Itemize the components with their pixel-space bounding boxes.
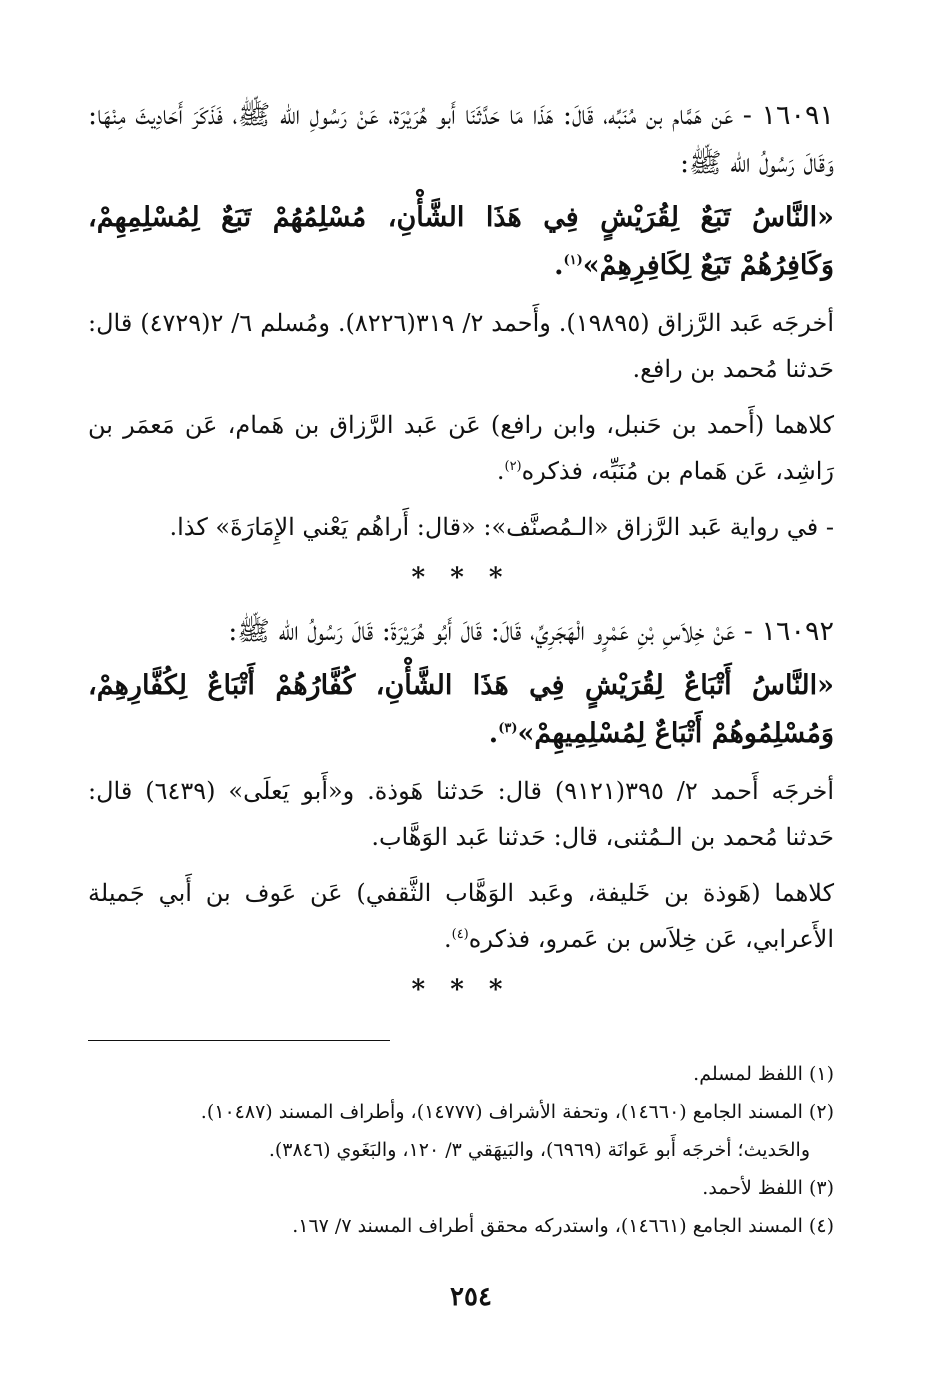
footnote-2: (٢) المسند الجامع (١٤٦٦٠)، وتحفة الأشراف (١٤٧٧٧)، وأطراف المسند (١٠٤٨٧).	[200, 1101, 834, 1123]
hadith-16091-takhrij-2-end: .	[496, 457, 505, 485]
footnote-ref-1: (١)	[563, 253, 583, 268]
hadith-16092-takhrij-2	[88, 870, 834, 962]
hadith-16092-takhrij-1: أخرجَه أَحمد ٢/ ٣٩٥(٩١٢١) قال: حَدثنا هَوذة. و«أَبو يَعلَى» (٦٤٣٩) قال: حَدثنا مُحمد بن الـمُثنى، قال: حَدثنا عَبد الوَهَّاب.	[88, 777, 834, 851]
hadith-16091-intro: ١٦٠٩١ - عَن هَمَّام بن مُنَبِّه، قَالَ: هَذَا مَا حَدَّثَنَا أَبو هُرَيْرَة، عَنْ رَسُولِ الله ﷺ، فَذَكَرَ أَحَادِيثَ مِنْهَا: وَقَالَ رَسُولُ الله ﷺ:	[88, 100, 834, 179]
hadith-16091-matn-text: «النَّاسُ تَبَعٌ لِقُرَيْشٍ فِي هَذَا الشَّأْنِ، مُسْلِمُهُمْ تَبَعٌ لِمُسْلِمِهِمْ، وَكَافِرُهُمْ تَبَعٌ لِكَافِرِهِمْ»	[88, 202, 834, 281]
footnote-ref-4: (٤)	[451, 927, 469, 942]
footnote-2-continuation: والحَديث؛ أخرجَه أَبو عَوانَة (٦٩٦٩)، والبَيهَقي ٣/ ١٢٠، والبَغَوي (٣٨٤٦).	[268, 1139, 810, 1161]
section-separator: * * *	[411, 975, 511, 1005]
hadith-16092-matn-end: .	[488, 718, 499, 749]
hadith-16091-takhrij-2-text: كلاهما (أَحمد بن حَنبل، وابن رافع) عَن عَبد الرَّزاق بن هَمام، عَن مَعمَر بن رَاشِد، عَن هَمام بن مُنَبِّه، فذكره	[88, 411, 834, 485]
footnote-divider	[88, 1040, 390, 1041]
hadith-16092-matn	[88, 662, 834, 758]
footnotes	[88, 1040, 834, 1245]
hadith-16091-takhrij-1: أخرجَه عَبد الرَّزاق (١٩٨٩٥). وأَحمد ٢/ ٣١٩(٨٢٢٦). ومُسلم ٦/ ٢(٤٧٢٩) قال: حَدثنا مُحمد بن رافع.	[88, 309, 834, 383]
hadith-16092-takhrij-2-end: .	[443, 925, 452, 953]
footnote-1: (١) اللفظ لمسلم.	[693, 1063, 834, 1085]
footnote-ref-3: (٣)	[498, 721, 518, 736]
hadith-16091-takhrij-2	[88, 402, 834, 494]
hadith-16092-takhrij-2-text: كلاهما (هَوذة بن خَليفة، وعَبد الوَهَّاب الثَّقفي) عَن عَوف بن أَبي جَميلة الأَعرابي، عَن خِلاَس بن عَمرو، فذكره	[88, 879, 834, 953]
footnote-ref-2: (٢)	[504, 459, 522, 474]
footnote-4: (٤) المسند الجامع (١٤٦٦١)، واستدركه محقق أطراف المسند ٧/ ١٦٧.	[292, 1215, 834, 1237]
page-body	[88, 92, 834, 1020]
hadith-16091-matn-end: .	[554, 250, 564, 281]
footnote-3: (٣) اللفظ لأحمد.	[702, 1177, 834, 1199]
hadith-16092-matn-text: «النَّاسُ أَتْبَاعٌ لِقُرَيْشٍ فِي هَذَا الشَّأْنِ، كُفَّارُهُمْ أَتْبَاعٌ لِكُفَّارِهِمْ، وَمُسْلِمُوهُمْ أَتْبَاعٌ لِمُسْلِمِيهِمْ»	[88, 670, 834, 749]
page-number: ٢٥٤	[450, 1282, 492, 1312]
hadith-16091-takhrij-3: - في رواية عَبد الرَّزاق «الـمُصنَّف»: «قال: أَراهُم يَعْني الإِمَارَةَ» كذا.	[169, 513, 834, 541]
hadith-16091-matn	[88, 194, 834, 290]
hadith-16092-intro: ١٦٠٩٢ - عَنْ خِلاَسِ بْنِ عَمْرٍو الْهَجَرِيِّ، قَالَ: قَالَ أَبُو هُرَيْرَةَ: قَالَ رَسُولُ الله ﷺ:	[228, 616, 834, 647]
section-separator: * * *	[411, 563, 511, 593]
